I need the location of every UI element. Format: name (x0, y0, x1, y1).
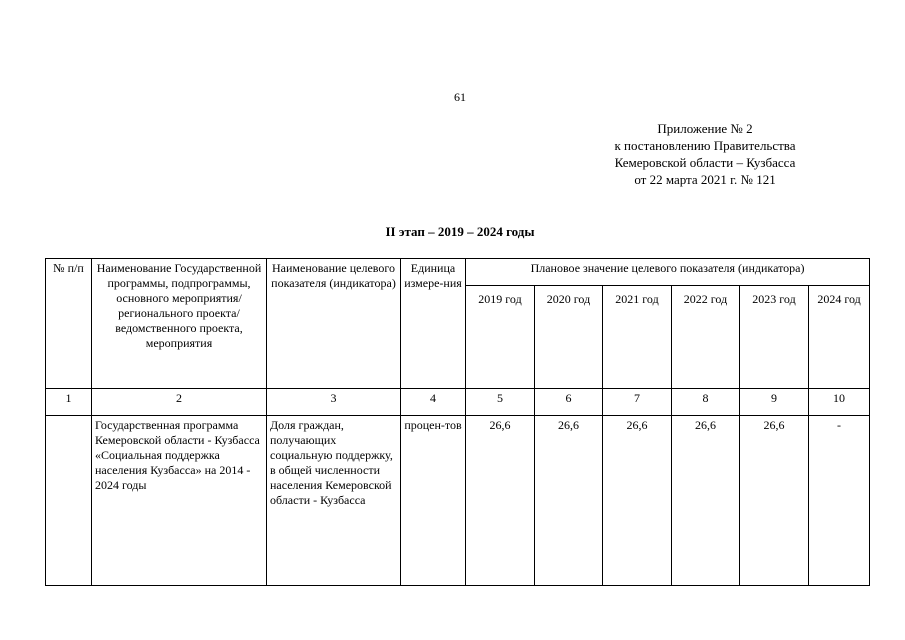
header-unit: Единица измере-ния (401, 259, 466, 389)
column-number: 2 (92, 389, 267, 416)
column-number: 7 (603, 389, 672, 416)
header-indicator: Наименование целевого показателя (индикатора) (267, 259, 401, 389)
row-indicator: Доля граждан, получающих социальную поддержку, в общей численности населения Кемеровской области - Кузбасса (267, 416, 401, 586)
appendix-line: к постановлению Правительства (614, 138, 796, 153)
stage-title: II этап – 2019 – 2024 годы (385, 224, 535, 239)
column-number: 6 (535, 389, 603, 416)
column-number: 1 (46, 389, 92, 416)
page-number: 61 (454, 90, 466, 104)
appendix-line: от 22 марта 2021 г. № 121 (634, 172, 776, 187)
appendix-block (560, 120, 850, 188)
column-number: 8 (672, 389, 740, 416)
column-number: 3 (267, 389, 401, 416)
row-value-2021: 26,6 (603, 416, 672, 586)
header-year: 2022 год (672, 286, 740, 389)
row-value-2019: 26,6 (466, 416, 535, 586)
header-year: 2021 год (603, 286, 672, 389)
header-planned: Плановое значение целевого показателя (индикатора) (466, 259, 870, 286)
header-year: 2024 год (809, 286, 870, 389)
appendix-line: Кемеровской области – Кузбасса (614, 155, 796, 170)
column-number-row (46, 389, 870, 416)
column-number: 5 (466, 389, 535, 416)
row-value-2023: 26,6 (740, 416, 809, 586)
row-value-2020: 26,6 (535, 416, 603, 586)
header-program: Наименование Государственной программы, подпрограммы, основного мероприятия/ регионального проекта/ ведомственного проекта, мероприятия (92, 259, 267, 389)
row-unit: процен-тов (401, 416, 466, 586)
row-num (46, 416, 92, 586)
header-year: 2019 год (466, 286, 535, 389)
column-number: 10 (809, 389, 870, 416)
column-number: 4 (401, 389, 466, 416)
header-year: 2023 год (740, 286, 809, 389)
appendix-line: Приложение № 2 (657, 121, 753, 136)
column-number: 9 (740, 389, 809, 416)
row-program: Государственная программа Кемеровской области - Кузбасса «Социальная поддержка населения Кузбасса» на 2014 - 2024 годы (92, 416, 267, 586)
header-year: 2020 год (535, 286, 603, 389)
row-value-2022: 26,6 (672, 416, 740, 586)
row-value-2024: - (809, 416, 870, 586)
indicators-table (45, 258, 870, 586)
header-num: № п/п (46, 259, 92, 389)
header-row (46, 259, 870, 286)
table-row (46, 416, 870, 586)
